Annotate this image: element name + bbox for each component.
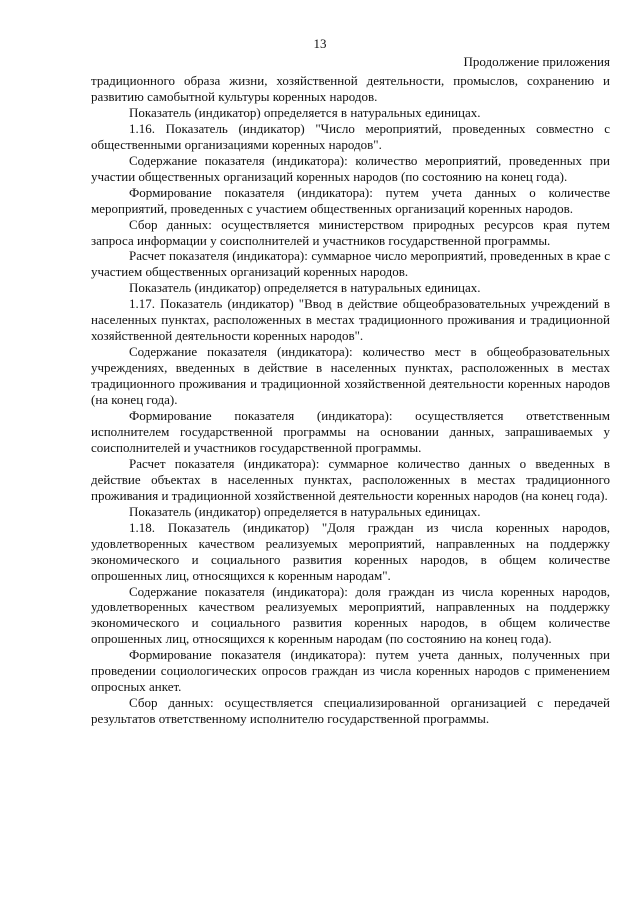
paragraph-formation: Формирование показателя (индикатора): путем учета данных, полученных при проведении социологических опросов граждан из числа коренных народов с применением опросных анкет. <box>91 647 610 695</box>
paragraph-content: Содержание показателя (индикатора): количество мест в общеобразовательных учреждениях, введенных в действие в населенных пунктах, расположенных в местах традиционного проживания и традиционной хозяйственной деятельности коренных народов (на конец года). <box>91 344 610 408</box>
paragraph-calculation: Расчет показателя (индикатора): суммарное количество данных о введенных в действие объектах в населенных пунктах, расположенных в местах традиционного проживания и традиционной хозяйственной деятельности коренных народов (на конец года). <box>91 455 610 503</box>
paragraph-indicator-1-18: 1.18. Показатель (индикатор) "Доля граждан из числа коренных народов, удовлетворенных качеством реализуемых мероприятий, направленных на поддержку экономического и социального развития коренных народов, в общем количестве опрошенных лиц, относящихся к коренным народам". <box>91 519 610 583</box>
paragraph-indicator-1-16: 1.16. Показатель (индикатор) "Число мероприятий, проведенных совместно с общественными организациями коренных народов". <box>91 120 610 152</box>
paragraph-calculation: Расчет показателя (индикатора): суммарное число мероприятий, проведенных в крае с участием общественных организаций коренных народов. <box>91 248 610 280</box>
page-number: 13 <box>313 36 327 51</box>
running-head: Продолжение приложения <box>463 54 610 69</box>
paragraph-unit-note: Показатель (индикатор) определяется в натуральных единицах. <box>129 503 481 519</box>
paragraph-formation: Формирование показателя (индикатора): путем учета данных о количестве мероприятий, проведенных с участием общественных организаций коренных народов. <box>91 184 610 216</box>
paragraph-continuation: традиционного образа жизни, хозяйственной деятельности, промыслов, сохранению и развитию самобытной культуры коренных народов. <box>91 73 610 104</box>
paragraph-unit-note: Показатель (индикатор) определяется в натуральных единицах. <box>129 280 481 296</box>
body-text <box>91 73 610 727</box>
paragraph-indicator-1-17: 1.17. Показатель (индикатор) "Ввод в действие общеобразовательных учреждений в населенных пунктах, расположенных в местах традиционного проживания и традиционной хозяйственной деятельности коренных народов". <box>91 296 610 344</box>
paragraph-content: Содержание показателя (индикатора): доля граждан из числа коренных народов, удовлетворенных качеством реализуемых мероприятий, направленных на поддержку экономического и социального развития коренных народов, в общем количестве опрошенных лиц, относящихся к коренным народам (по состоянию на конец года). <box>91 583 610 647</box>
paragraph-data-collection: Сбор данных: осуществляется министерством природных ресурсов края путем запроса информации у соисполнителей и участников государственной программы. <box>91 216 610 248</box>
paragraph-unit-note: Показатель (индикатор) определяется в натуральных единицах. <box>129 104 481 120</box>
paragraph-data-collection: Сбор данных: осуществляется специализированной организацией с передачей результатов ответственному исполнителю государственной программы. <box>91 695 610 727</box>
paragraph-content: Содержание показателя (индикатора): количество мероприятий, проведенных при участии общественных организаций коренных народов (по состоянию на конец года). <box>91 152 610 184</box>
paragraph-formation: Формирование показателя (индикатора): осуществляется ответственным исполнителем государственной программы на основании данных, запрашиваемых у соисполнителей и участников государственной программы. <box>91 408 610 455</box>
